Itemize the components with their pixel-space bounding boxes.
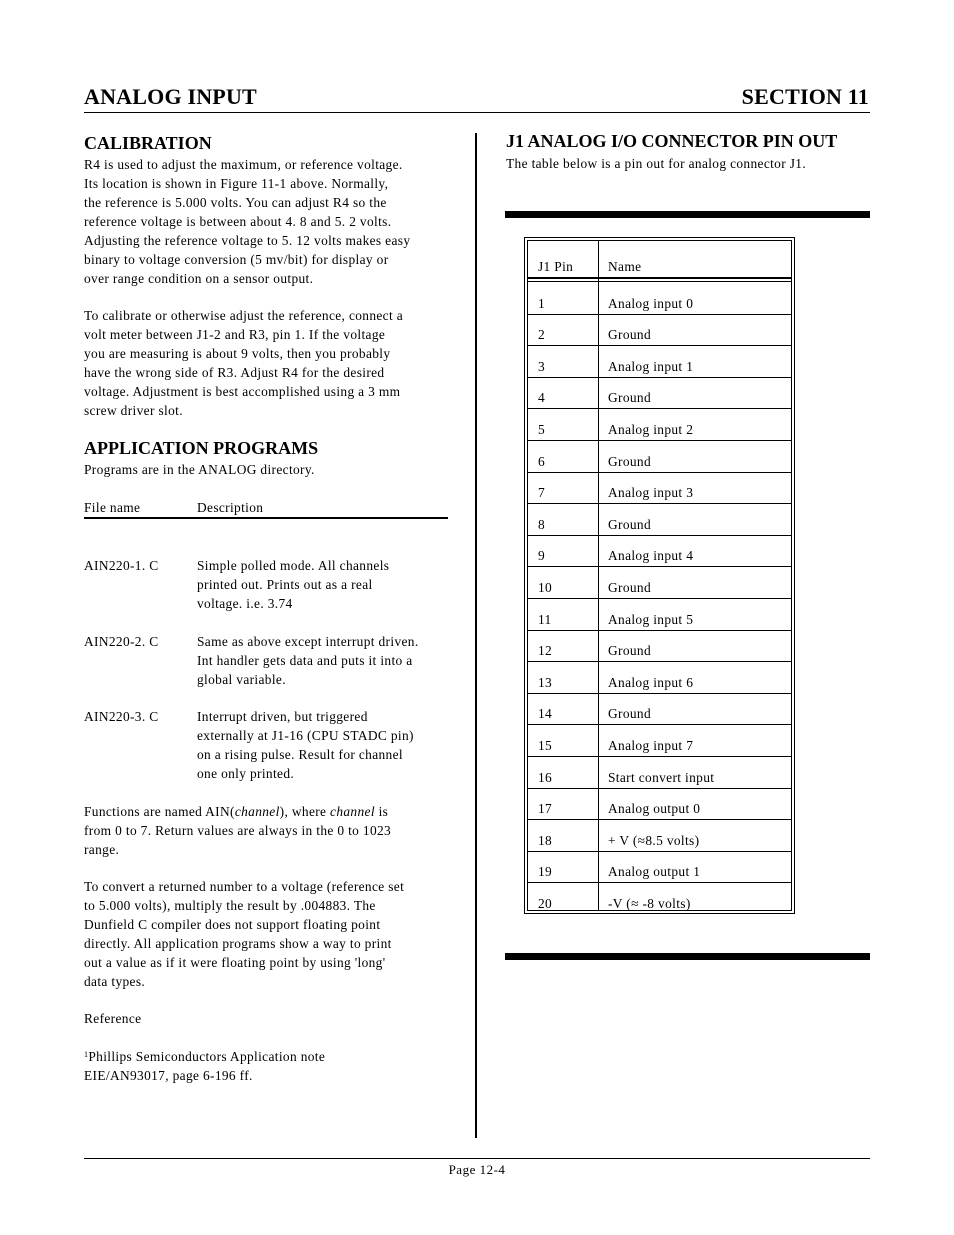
functions-paragraph: Functions are named AIN(channel), where channel is from 0 to 7. Return values are always in the 0 to 1023 range. xyxy=(84,804,392,857)
pin-number: 12 xyxy=(538,643,553,659)
page-header-section: SECTION 11 xyxy=(741,84,869,109)
page-number: Page 12-4 xyxy=(448,1162,506,1177)
pin-table-header xyxy=(528,241,791,279)
j1-pinout-heading: J1 ANALOG I/O CONNECTOR PIN OUT xyxy=(506,131,838,151)
pin-row xyxy=(528,377,791,410)
pin-name: Analog input 5 xyxy=(608,611,694,627)
pin-number: 18 xyxy=(538,832,553,848)
pin-row xyxy=(528,535,791,568)
program-row xyxy=(84,707,454,781)
pin-row xyxy=(528,851,791,884)
pin-name: -V (≈ -8 volts) xyxy=(608,895,691,911)
pin-name: Analog output 0 xyxy=(608,801,701,817)
calibration-heading: CALIBRATION xyxy=(84,133,212,153)
pin-name: Analog input 4 xyxy=(608,548,694,564)
footer-rule xyxy=(84,1158,870,1159)
pin-name: Ground xyxy=(608,579,652,595)
application-programs-intro: Programs are in the ANALOG directory. xyxy=(84,462,315,477)
pin-number: 17 xyxy=(538,801,553,817)
reference-label: Reference xyxy=(84,1011,142,1026)
conversion-paragraph: To convert a returned number to a voltage (reference set to 5.000 volts), multiply the result by .004883. The Dunfield C compiler does not support floating point directly. All application programs show a way to print out a value as if it were floating point by using 'long' data types. xyxy=(84,879,405,989)
pin-row xyxy=(528,408,791,441)
pin-number: 9 xyxy=(538,548,546,564)
header-rule xyxy=(84,112,870,113)
pin-number: 5 xyxy=(538,421,546,437)
pin-number: 19 xyxy=(538,864,553,880)
j1-pinout-intro: The table below is a pin out for analog connector J1. xyxy=(506,156,807,171)
calibration-paragraph-2: To calibrate or otherwise adjust the reference, connect a volt meter between J1-2 and R3, pin 1. If the voltage you are measuring is about 9 volts, then you probably have the wrong side of R3. Adjust R4 for the desired voltage. Adjustment is best accomplished using a 3 mm screw driver slot. xyxy=(84,308,404,418)
program-file-name: AIN220-3. C xyxy=(84,709,159,724)
pin-row xyxy=(528,661,791,694)
pin-name: Start convert input xyxy=(608,769,715,785)
functions-italic-channel: channel xyxy=(330,804,375,819)
pin-name: Analog output 1 xyxy=(608,864,701,880)
pin-row xyxy=(528,598,791,631)
pin-name: Ground xyxy=(608,643,652,659)
application-programs-heading: APPLICATION PROGRAMS xyxy=(84,438,319,458)
pin-number: 13 xyxy=(538,674,553,690)
pin-row xyxy=(528,788,791,821)
program-row xyxy=(84,632,454,689)
page-header-title: ANALOG INPUT xyxy=(84,84,257,109)
footnote-mark: 1 xyxy=(84,1050,89,1059)
programs-col-file: File name xyxy=(84,500,141,515)
program-description: Same as above except interrupt driven. Int handler gets data and puts it into a global variable. xyxy=(197,634,419,687)
pin-row xyxy=(528,440,791,473)
program-description: Simple polled mode. All channels printed out. Prints out as a real voltage. i.e. 3.74 xyxy=(197,558,390,611)
programs-col-description: Description xyxy=(197,500,264,515)
pin-row xyxy=(528,314,791,347)
pin-name: Ground xyxy=(608,390,652,406)
program-description: Interrupt driven, but triggered externally at J1-16 (CPU STADC pin) on a rising pulse. Result for channel one only printed. xyxy=(197,709,414,781)
calibration-paragraph-1: R4 is used to adjust the maximum, or reference voltage. Its location is shown in Figure 11-1 above. Normally, the reference is 5.000 volts. You can adjust R4 so the reference voltage is between about 4. 8 and 5. 2 volts. Adjusting the reference voltage to 5. 12 volts makes easy binary to voltage conversion (5 mv/bit) for display or over range condition on a sensor output. xyxy=(84,157,411,286)
pin-number: 10 xyxy=(538,579,553,595)
thick-rule-bottom xyxy=(505,953,870,960)
pin-col-header: J1 Pin xyxy=(538,259,574,274)
pin-row xyxy=(528,630,791,663)
program-file-name: AIN220-1. C xyxy=(84,558,159,573)
thick-rule-top xyxy=(505,211,870,218)
pin-number: 11 xyxy=(538,611,552,627)
pin-row xyxy=(528,882,791,914)
footnote xyxy=(84,1047,454,1085)
pin-name: Analog input 0 xyxy=(608,295,694,311)
pin-number: 4 xyxy=(538,390,546,406)
pin-number: 15 xyxy=(538,737,553,753)
pin-row xyxy=(528,566,791,599)
pin-row xyxy=(528,472,791,505)
programs-table-header xyxy=(84,498,448,519)
pin-number: 3 xyxy=(538,358,546,374)
pin-number: 16 xyxy=(538,769,553,785)
pin-row xyxy=(528,724,791,757)
pin-number: 8 xyxy=(538,516,546,532)
pin-number: 2 xyxy=(538,327,546,343)
pin-row xyxy=(528,756,791,789)
pin-name: Analog input 2 xyxy=(608,421,694,437)
pin-number: 6 xyxy=(538,453,546,469)
pin-number: 14 xyxy=(538,706,553,722)
functions-italic-channel: channel xyxy=(234,804,280,819)
pin-table xyxy=(524,237,795,914)
pin-table-inner xyxy=(527,240,792,911)
pin-name: Analog input 6 xyxy=(608,674,694,690)
pin-row xyxy=(528,503,791,536)
pin-name: Ground xyxy=(608,453,652,469)
pin-name: Analog input 3 xyxy=(608,485,694,501)
column-divider xyxy=(475,133,477,1138)
program-row xyxy=(84,556,454,613)
pin-row xyxy=(528,693,791,726)
footnote-text: Phillips Semiconductors Application note EIE/AN93017, page 6-196 ff. xyxy=(84,1049,326,1083)
pin-row xyxy=(528,819,791,852)
pin-number: 7 xyxy=(538,485,546,501)
pin-name: Ground xyxy=(608,706,652,722)
pin-number: 20 xyxy=(538,895,553,911)
pin-row xyxy=(528,345,791,378)
program-file-name: AIN220-2. C xyxy=(84,634,159,649)
pin-row xyxy=(528,282,791,315)
name-col-header: Name xyxy=(608,259,642,274)
pin-number: 1 xyxy=(538,295,546,311)
pin-name: Analog input 1 xyxy=(608,358,694,374)
pin-name: Analog input 7 xyxy=(608,737,694,753)
pin-name: Ground xyxy=(608,516,652,532)
pin-name: + V (≈8.5 volts) xyxy=(608,832,700,848)
pin-name: Ground xyxy=(608,327,652,343)
